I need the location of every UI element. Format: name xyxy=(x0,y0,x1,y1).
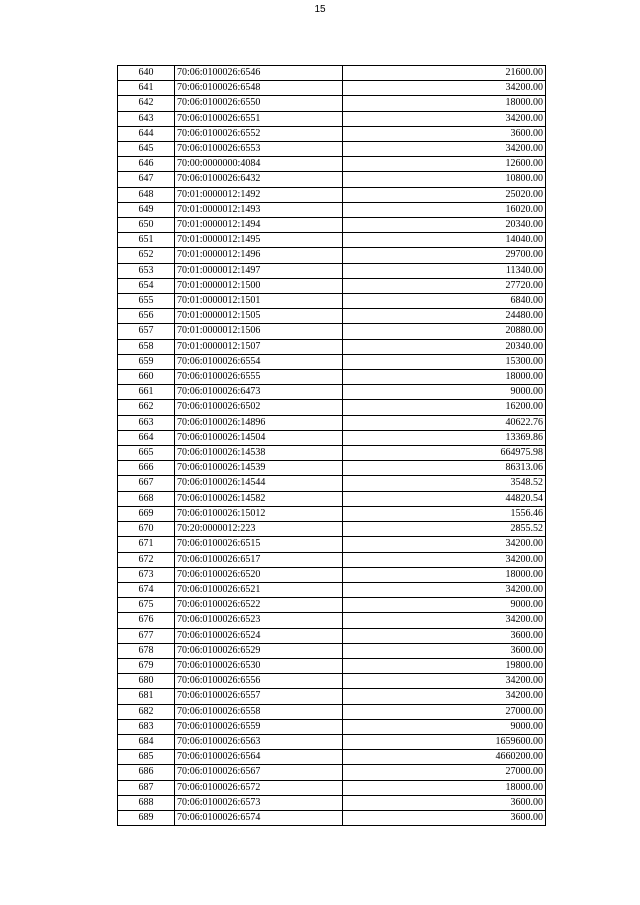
table-row xyxy=(118,233,546,248)
row-number-cell: 677 xyxy=(118,628,175,643)
row-number-cell: 659 xyxy=(118,354,175,369)
value-cell: 3600.00 xyxy=(343,810,546,825)
value-cell: 664975.98 xyxy=(343,446,546,461)
table-row xyxy=(118,795,546,810)
cadastral-number-cell: 70:06:0100026:14538 xyxy=(175,446,343,461)
cadastral-number-cell: 70:01:0000012:1493 xyxy=(175,202,343,217)
row-number-cell: 667 xyxy=(118,476,175,491)
value-cell: 4660200.00 xyxy=(343,750,546,765)
row-number-cell: 651 xyxy=(118,233,175,248)
cadastral-number-cell: 70:06:0100026:6523 xyxy=(175,613,343,628)
table-row xyxy=(118,750,546,765)
table-row xyxy=(118,643,546,658)
cadastral-number-cell: 70:06:0100026:6554 xyxy=(175,354,343,369)
cadastral-number-cell: 70:06:0100026:6567 xyxy=(175,765,343,780)
row-number-cell: 656 xyxy=(118,309,175,324)
value-cell: 34200.00 xyxy=(343,552,546,567)
table-row xyxy=(118,704,546,719)
value-cell: 34200.00 xyxy=(343,674,546,689)
row-number-cell: 662 xyxy=(118,400,175,415)
value-cell: 29700.00 xyxy=(343,248,546,263)
value-cell: 34200.00 xyxy=(343,613,546,628)
row-number-cell: 644 xyxy=(118,126,175,141)
table-row xyxy=(118,415,546,430)
page-number: 15 xyxy=(314,4,326,15)
value-cell: 6840.00 xyxy=(343,294,546,309)
table-row xyxy=(118,187,546,202)
cadastral-number-cell: 70:01:0000012:1497 xyxy=(175,263,343,278)
cadastral-number-cell: 70:06:0100026:6550 xyxy=(175,96,343,111)
table-row xyxy=(118,248,546,263)
cadastral-number-cell: 70:06:0100026:6555 xyxy=(175,370,343,385)
table-row xyxy=(118,674,546,689)
cadastral-number-cell: 70:01:0000012:1492 xyxy=(175,187,343,202)
cadastral-number-cell: 70:06:0100026:6551 xyxy=(175,111,343,126)
cadastral-number-cell: 70:06:0100026:6559 xyxy=(175,719,343,734)
value-cell: 3600.00 xyxy=(343,628,546,643)
row-number-cell: 646 xyxy=(118,157,175,172)
row-number-cell: 649 xyxy=(118,202,175,217)
table-row xyxy=(118,218,546,233)
value-cell: 20340.00 xyxy=(343,218,546,233)
value-cell: 44820.54 xyxy=(343,491,546,506)
table-row xyxy=(118,278,546,293)
table-row xyxy=(118,400,546,415)
cadastral-number-cell: 70:06:0100026:6552 xyxy=(175,126,343,141)
cadastral-number-cell: 70:06:0100026:14504 xyxy=(175,430,343,445)
cadastral-number-cell: 70:06:0100026:6473 xyxy=(175,385,343,400)
cadastral-number-cell: 70:06:0100026:6548 xyxy=(175,81,343,96)
value-cell: 34200.00 xyxy=(343,689,546,704)
cadastral-value-table xyxy=(117,65,546,826)
table-row xyxy=(118,142,546,157)
value-cell: 3600.00 xyxy=(343,126,546,141)
cadastral-number-cell: 70:06:0100026:6572 xyxy=(175,780,343,795)
cadastral-number-cell: 70:06:0100026:15012 xyxy=(175,506,343,521)
cadastral-number-cell: 70:06:0100026:6558 xyxy=(175,704,343,719)
table-row xyxy=(118,552,546,567)
row-number-cell: 681 xyxy=(118,689,175,704)
table-row xyxy=(118,96,546,111)
table-row xyxy=(118,658,546,673)
row-number-cell: 666 xyxy=(118,461,175,476)
table-row xyxy=(118,719,546,734)
cadastral-number-cell: 70:00:0000000:4084 xyxy=(175,157,343,172)
value-cell: 9000.00 xyxy=(343,719,546,734)
cadastral-number-cell: 70:06:0100026:6521 xyxy=(175,582,343,597)
row-number-cell: 650 xyxy=(118,218,175,233)
value-cell: 27000.00 xyxy=(343,704,546,719)
value-cell: 9000.00 xyxy=(343,385,546,400)
row-number-cell: 686 xyxy=(118,765,175,780)
cadastral-number-cell: 70:06:0100026:6502 xyxy=(175,400,343,415)
value-cell: 2855.52 xyxy=(343,522,546,537)
value-cell: 25020.00 xyxy=(343,187,546,202)
row-number-cell: 673 xyxy=(118,567,175,582)
row-number-cell: 654 xyxy=(118,278,175,293)
table-row xyxy=(118,370,546,385)
cadastral-number-cell: 70:06:0100026:6529 xyxy=(175,643,343,658)
table-row xyxy=(118,263,546,278)
row-number-cell: 675 xyxy=(118,598,175,613)
table-row xyxy=(118,81,546,96)
value-cell: 34200.00 xyxy=(343,142,546,157)
value-cell: 14040.00 xyxy=(343,233,546,248)
table-row xyxy=(118,66,546,81)
value-cell: 27000.00 xyxy=(343,765,546,780)
row-number-cell: 687 xyxy=(118,780,175,795)
table-row xyxy=(118,537,546,552)
cadastral-number-cell: 70:06:0100026:6574 xyxy=(175,810,343,825)
cadastral-number-cell: 70:06:0100026:6520 xyxy=(175,567,343,582)
row-number-cell: 676 xyxy=(118,613,175,628)
table-row xyxy=(118,780,546,795)
cadastral-number-cell: 70:06:0100026:14896 xyxy=(175,415,343,430)
cadastral-number-cell: 70:01:0000012:1505 xyxy=(175,309,343,324)
table-row xyxy=(118,506,546,521)
cadastral-number-cell: 70:06:0100026:6515 xyxy=(175,537,343,552)
table-body xyxy=(118,66,546,826)
row-number-cell: 679 xyxy=(118,658,175,673)
value-cell: 10800.00 xyxy=(343,172,546,187)
table-row xyxy=(118,628,546,643)
value-cell: 19800.00 xyxy=(343,658,546,673)
row-number-cell: 684 xyxy=(118,734,175,749)
table-row xyxy=(118,598,546,613)
table-row xyxy=(118,354,546,369)
cadastral-number-cell: 70:06:0100026:6546 xyxy=(175,66,343,81)
value-cell: 15300.00 xyxy=(343,354,546,369)
cadastral-number-cell: 70:01:0000012:1507 xyxy=(175,339,343,354)
row-number-cell: 668 xyxy=(118,491,175,506)
cadastral-number-cell: 70:06:0100026:6522 xyxy=(175,598,343,613)
value-cell: 1659600.00 xyxy=(343,734,546,749)
cadastral-number-cell: 70:01:0000012:1500 xyxy=(175,278,343,293)
row-number-cell: 661 xyxy=(118,385,175,400)
row-number-cell: 663 xyxy=(118,415,175,430)
table-row xyxy=(118,111,546,126)
cadastral-number-cell: 70:06:0100026:6563 xyxy=(175,734,343,749)
row-number-cell: 670 xyxy=(118,522,175,537)
value-cell: 27720.00 xyxy=(343,278,546,293)
row-number-cell: 653 xyxy=(118,263,175,278)
cadastral-number-cell: 70:06:0100026:14582 xyxy=(175,491,343,506)
cadastral-number-cell: 70:06:0100026:6517 xyxy=(175,552,343,567)
cadastral-number-cell: 70:06:0100026:6553 xyxy=(175,142,343,157)
value-cell: 11340.00 xyxy=(343,263,546,278)
table-row xyxy=(118,324,546,339)
cadastral-number-cell: 70:06:0100026:6432 xyxy=(175,172,343,187)
value-cell: 34200.00 xyxy=(343,537,546,552)
table-row xyxy=(118,582,546,597)
value-cell: 18000.00 xyxy=(343,370,546,385)
row-number-cell: 689 xyxy=(118,810,175,825)
value-cell: 3600.00 xyxy=(343,795,546,810)
cadastral-number-cell: 70:06:0100026:6557 xyxy=(175,689,343,704)
table-row xyxy=(118,446,546,461)
table-row xyxy=(118,430,546,445)
cadastral-number-cell: 70:06:0100026:14539 xyxy=(175,461,343,476)
row-number-cell: 688 xyxy=(118,795,175,810)
table-row xyxy=(118,567,546,582)
value-cell: 34200.00 xyxy=(343,81,546,96)
table-row xyxy=(118,294,546,309)
table-row xyxy=(118,309,546,324)
value-cell: 16020.00 xyxy=(343,202,546,217)
cadastral-number-cell: 70:06:0100026:6573 xyxy=(175,795,343,810)
row-number-cell: 640 xyxy=(118,66,175,81)
row-number-cell: 682 xyxy=(118,704,175,719)
cadastral-number-cell: 70:01:0000012:1496 xyxy=(175,248,343,263)
table-row xyxy=(118,613,546,628)
value-cell: 12600.00 xyxy=(343,157,546,172)
table-row xyxy=(118,476,546,491)
cadastral-number-cell: 70:06:0100026:6564 xyxy=(175,750,343,765)
row-number-cell: 680 xyxy=(118,674,175,689)
row-number-cell: 674 xyxy=(118,582,175,597)
row-number-cell: 664 xyxy=(118,430,175,445)
value-cell: 3600.00 xyxy=(343,643,546,658)
table-row xyxy=(118,810,546,825)
row-number-cell: 648 xyxy=(118,187,175,202)
value-cell: 40622.76 xyxy=(343,415,546,430)
value-cell: 13369.86 xyxy=(343,430,546,445)
value-cell: 18000.00 xyxy=(343,96,546,111)
table-row xyxy=(118,522,546,537)
cadastral-number-cell: 70:01:0000012:1494 xyxy=(175,218,343,233)
table-row xyxy=(118,491,546,506)
row-number-cell: 641 xyxy=(118,81,175,96)
table-row xyxy=(118,339,546,354)
value-cell: 1556.46 xyxy=(343,506,546,521)
cadastral-number-cell: 70:06:0100026:6530 xyxy=(175,658,343,673)
table-row xyxy=(118,172,546,187)
cadastral-number-cell: 70:20:0000012:223 xyxy=(175,522,343,537)
value-cell: 3548.52 xyxy=(343,476,546,491)
value-cell: 34200.00 xyxy=(343,111,546,126)
row-number-cell: 669 xyxy=(118,506,175,521)
cadastral-number-cell: 70:06:0100026:6524 xyxy=(175,628,343,643)
cadastral-number-cell: 70:01:0000012:1501 xyxy=(175,294,343,309)
row-number-cell: 642 xyxy=(118,96,175,111)
value-cell: 18000.00 xyxy=(343,780,546,795)
value-cell: 34200.00 xyxy=(343,582,546,597)
cadastral-number-cell: 70:06:0100026:14544 xyxy=(175,476,343,491)
table-row xyxy=(118,734,546,749)
cadastral-number-cell: 70:06:0100026:6556 xyxy=(175,674,343,689)
table-row xyxy=(118,385,546,400)
row-number-cell: 657 xyxy=(118,324,175,339)
row-number-cell: 665 xyxy=(118,446,175,461)
table-row xyxy=(118,157,546,172)
row-number-cell: 655 xyxy=(118,294,175,309)
value-cell: 21600.00 xyxy=(343,66,546,81)
row-number-cell: 683 xyxy=(118,719,175,734)
value-cell: 18000.00 xyxy=(343,567,546,582)
table-row xyxy=(118,461,546,476)
row-number-cell: 658 xyxy=(118,339,175,354)
row-number-cell: 647 xyxy=(118,172,175,187)
row-number-cell: 672 xyxy=(118,552,175,567)
row-number-cell: 645 xyxy=(118,142,175,157)
row-number-cell: 671 xyxy=(118,537,175,552)
table-row xyxy=(118,202,546,217)
row-number-cell: 660 xyxy=(118,370,175,385)
row-number-cell: 652 xyxy=(118,248,175,263)
value-cell: 20880.00 xyxy=(343,324,546,339)
table-row xyxy=(118,126,546,141)
table-row xyxy=(118,765,546,780)
row-number-cell: 643 xyxy=(118,111,175,126)
cadastral-number-cell: 70:01:0000012:1495 xyxy=(175,233,343,248)
value-cell: 86313.06 xyxy=(343,461,546,476)
value-cell: 20340.00 xyxy=(343,339,546,354)
row-number-cell: 678 xyxy=(118,643,175,658)
value-cell: 16200.00 xyxy=(343,400,546,415)
row-number-cell: 685 xyxy=(118,750,175,765)
value-cell: 9000.00 xyxy=(343,598,546,613)
value-cell: 24480.00 xyxy=(343,309,546,324)
cadastral-number-cell: 70:01:0000012:1506 xyxy=(175,324,343,339)
table-row xyxy=(118,689,546,704)
